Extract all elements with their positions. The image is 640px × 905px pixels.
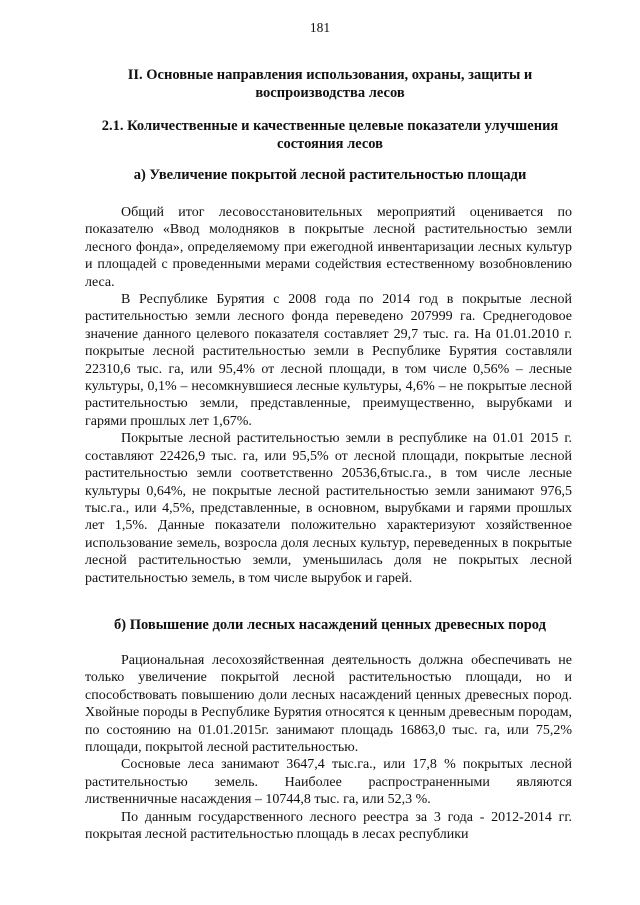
- paragraph: Покрытые лесной растительностью земли в республике на 01.01 2015 г. составляют 22426,9 тыс. га, или 95,5% от лесной площади, покрытые лесной растительностью земли соответственно 20536,6тыс.га., в том числе лесные культуры 0,64%, не покрытые лесной растительностью земли занимают 976,5 тыс.га., или 4,5%, представленные, в основном, вырубками и гарями прошлых лет 1,5%. Данные показатели положительно характеризуют хозяйственное использование земель, возросла доля лесных культур, переведенных в покрытые лесной растительностью земли, уменьшилась доля не покрытых лесной растительностью земель, в том числе вырубок и гарей.: [85, 431, 572, 586]
- paragraph: По данным государственного лесного реестра за 3 года - 2012-2014 гг. покрытая лесной растительностью площадь в лесах республики: [85, 809, 572, 843]
- paragraph: Сосновые леса занимают 3647,4 тыс.га., или 17,8 % покрытых лесной растительностью земель. Наиболее распространенными являются лиственничные насаждения – 10744,8 тыс. га, или 52,3 %.: [85, 757, 572, 808]
- subheading-a: а) Увеличение покрытой лесной растительностью площади: [133, 167, 527, 183]
- subheading-b: б) Повышение доли лесных насаждений ценных древесных пород: [114, 617, 546, 633]
- page-number: 181: [309, 20, 331, 35]
- paragraph: Общий итог лесовосстановительных мероприятий оценивается по показателю «Ввод молодняков в покрытые лесной растительностью земли лесного фонда», определяемому при ежегодной инвентаризации лесных культур и площадей с проведенными мерами содействия естественному возобновлению леса.: [85, 205, 572, 290]
- body-section-b: [85, 652, 572, 843]
- paragraph: В Республике Бурятия с 2008 года по 2014 год в покрытые лесной растительностью земли лесного фонда переведено 207999 га. Среднегодовое значение данного целевого показателя составляет 29,7 тыс. га. На 01.01.2010 г. покрытые лесной растительностью земли в Республике Бурятия составляли 22310,6 тыс. га, или 95,4% от лесной площади, в том числе 0,56% – лесные культуры, 0,1% – несомкнувшиеся лесные культуры, 4,6% – не покрытые лесной растительностью земли, представленные, преимущественно, вырубками и гарями прошлых лет 1,67%.: [85, 292, 572, 429]
- paragraph: Рациональная лесохозяйственная деятельность должна обеспечивать не только увеличение покрытой лесной растительностью площади, но и способствовать повышению доли лесных насаждений ценных древесных пород. Хвойные породы в Республике Бурятия относятся к ценным древесным породам, по состоянию на 01.01.2015г. занимают площадь 16863,0 тыс. га, или 75,2% площади, покрытой лесной растительностью.: [85, 653, 572, 756]
- section-heading: II. Основные направления использования, охраны, защиты и воспроизводства лесов: [127, 67, 533, 101]
- subsection-heading: 2.1. Количественные и качественные целевые показатели улучшения состояния лесов: [101, 118, 559, 152]
- body-section-a: [85, 204, 572, 587]
